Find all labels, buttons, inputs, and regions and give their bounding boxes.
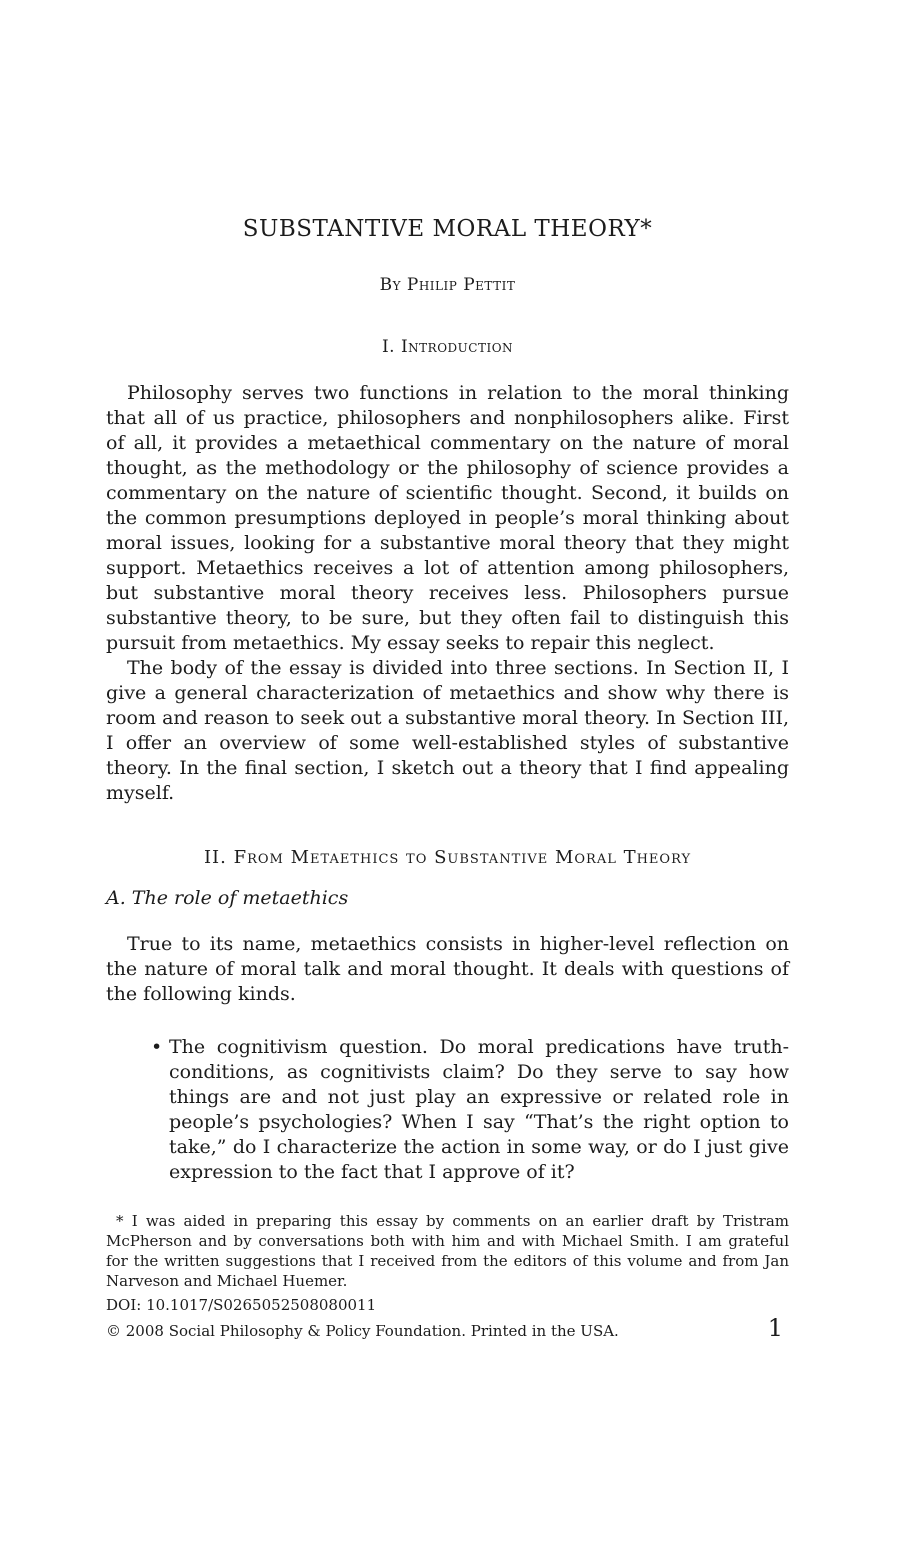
list-item-cognitivism-question (106, 1035, 789, 1185)
subsection-heading-role-of-metaethics: A. The role of metaethics (106, 887, 349, 909)
footer-row (106, 1316, 789, 1340)
text-block (106, 216, 789, 1340)
section-heading-introduction: I. Introduction (381, 337, 514, 357)
author-byline: By Philip Pettit (379, 275, 516, 295)
paragraph-intro-2: The body of the essay is divided into three sections. In Section II, I give a general characterization of metaethics and show why there is room and reason to seek out a substantive moral theory. In Section III, I offer an overview of some well-established styles of substantive theory. In the final section, I sketch out a theory that I find appealing myself. (106, 657, 789, 804)
doi-text: DOI: 10.1017/S0265052508080011 (106, 1296, 377, 1314)
page-title: SUBSTANTIVE MORAL THEORY* (242, 216, 653, 242)
document-page (0, 216, 901, 1566)
list-item-text: The cognitivism question. Do moral predications have truth-conditions, as cognitivists claim? Do they serve to say how things are and not just play an expressive or related role in people’s psychologies? When I say “That’s the right option to take,” do I characterize the action in some way, or do I just give expression to the fact that I approve of it? (169, 1036, 789, 1183)
copyright-text: © 2008 Social Philosophy & Policy Foundation. Printed in the USA. (106, 1322, 619, 1340)
page-number: 1 (767, 1314, 783, 1342)
bullet-icon: • (151, 1036, 163, 1058)
footnote-text: * I was aided in preparing this essay by comments on an earlier draft by Tristram McPherson and by conversations both with him and with Michael Smith. I am grateful for the written suggestions that I received from the editors of this volume and from Jan Narveson and Michael Huemer. (106, 1212, 789, 1290)
section-heading-metaethics: II. From Metaethics to Substantive Moral Theory (203, 847, 692, 868)
paragraph-intro-1: Philosophy serves two functions in relation to the moral thinking that all of us practice, philosophers and nonphilosophers alike. First of all, it provides a metaethical commentary on the nature of moral thought, as the methodology or the philosophy of science provides a commentary on the nature of scientific thought. Second, it builds on the common presumptions deployed in people’s moral thinking about moral issues, looking for a substantive moral theory that they might support. Metaethics receives a lot of attention among philosophers, but substantive moral theory receives less. Philosophers pursue substantive theory, to be sure, but they often fail to distinguish this pursuit from metaethics. My essay seeks to repair this neglect. (106, 382, 789, 654)
paragraph-metaethics-1: True to its name, metaethics consists in higher-level reflection on the nature of moral talk and moral thought. It deals with questions of the following kinds. (106, 933, 789, 1005)
